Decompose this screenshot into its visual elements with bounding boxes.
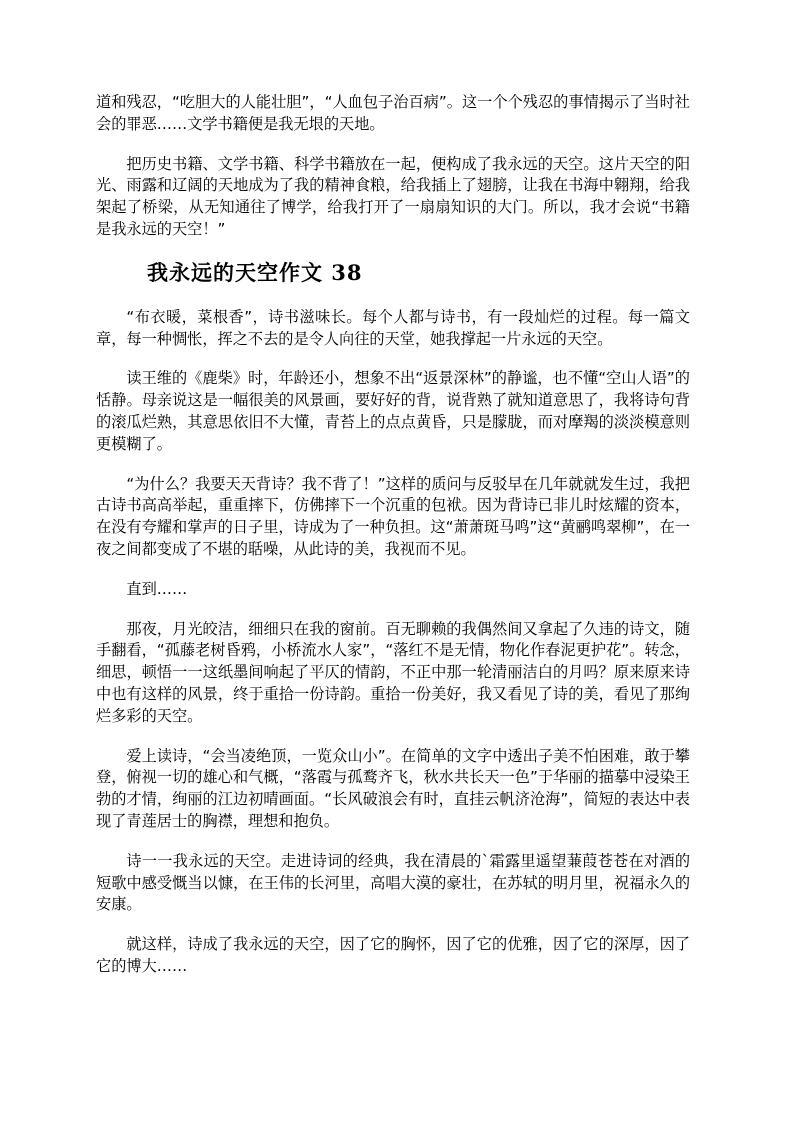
body-paragraph-8: 就这样，诗成了我永远的天空，因了它的胸怀，因了它的优雅，因了它的深厚，因了它的博大…… — [96, 935, 690, 975]
intro-paragraph-continuation: 道和残忍，“吃胆大的人能壮胆”，“人血包子治百病”。这一个个残忍的事情揭示了当时社会的罪恶……文学书籍便是我无垠的天地。 — [96, 93, 690, 133]
document-content — [96, 92, 690, 996]
body-paragraph-6: 爱上读诗，“会当凌绝顶，一览众山小”。在简单的文字中透出子美不怕困难，敢于攀登，俯视一切的雄心和气概，“落霞与孤鹜齐飞，秋水共长天一色”于华丽的描摹中浸染王勃的才情，绚丽的江边初晴画面。“长风破浪会有时，直挂云帆济沧海”，简短的表达中表现了青莲居士的胸襟，理想和抱负。 — [96, 746, 690, 830]
body-paragraph-4: 直到…… — [126, 579, 188, 598]
body-paragraph-5: 那夜，月光皎洁，细细只在我的窗前。百无聊赖的我偶然间又拿起了久违的诗文，随手翻看，“孤藤老树昏鸦，小桥流水人家”，“落红不是无情，物化作春泥更护花”。转念，细思，顿悟一一这纸墨间响起了平仄的情韵，不正中那一轮清丽洁白的月吗？原来原来诗中也有这样的风景，终于重拾一份诗韵。重拾一份美好，我又看见了诗的美，看见了那绚烂多彩的天空。 — [96, 619, 690, 725]
body-paragraph-2: 读王维的《鹿柴》时，年龄还小，想象不出“返景深林”的静谧，也不懂“空山人语”的恬静。母亲说这是一幅很美的风景画，要好好的背，说背熟了就知道意思了，我将诗句背的滚瓜烂熟，其意思依旧不大懂，青苔上的点点黄昏，只是朦胧，而对摩羯的淡淡模意则更模糊了。 — [96, 369, 690, 453]
essay-heading: 我永远的天空作文 38 — [147, 259, 363, 285]
body-paragraph-7: 诗一一我永远的天空。走进诗词的经典，我在清晨的`霜露里遥望蒹葭苍苍在对酒的短歌中感受慨当以慷，在王伟的长河里，高唱大漠的豪壮，在苏轼的明月里，祝福永久的安康。 — [96, 851, 690, 914]
intro-paragraph-conclusion: 把历史书籍、文学书籍、科学书籍放在一起，便构成了我永远的天空。这片天空的阳光、雨露和辽阔的天地成为了我的精神食粮，给我插上了翅膀，让我在书海中翱翔，给我架起了桥梁，从无知通往了博学，给我打开了一扇扇知识的大门。所以，我才会说“书籍是我永远的天空！” — [96, 154, 690, 238]
body-paragraph-1: “布衣暖，菜根香”，诗书滋味长。每个人都与诗书，有一段灿烂的过程。每一篇文章，每一种惆怅，挥之不去的是令人向往的天堂，她我撑起一片永远的天空。 — [96, 307, 690, 348]
body-paragraph-3: “为什么？我要天天背诗？我不背了！”这样的质问与反驳早在几年就就发生过，我把古诗书高高举起，重重摔下，仿佛摔下一个沉重的包袱。因为背诗已非儿时炫耀的资本，在没有夸耀和掌声的日子里，诗成为了一种负担。这“萧萧斑马鸣”这“黄鹂鸣翠柳”，在一夜之间都变成了不堪的聒噪，从此诗的美，我视而不见。 — [96, 474, 690, 558]
